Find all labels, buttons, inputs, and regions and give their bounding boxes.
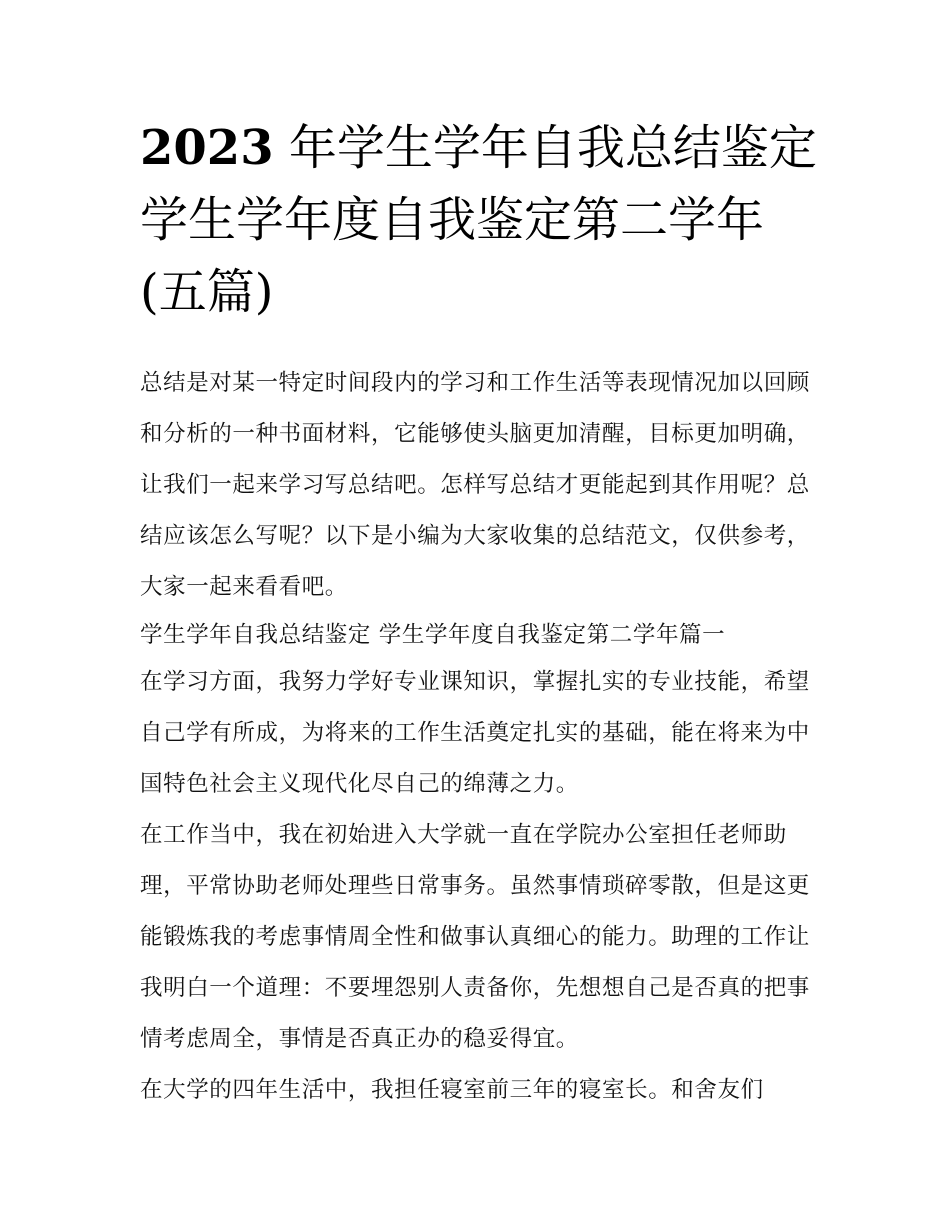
- section-heading: 学生学年自我总结鉴定 学生学年度自我鉴定第二学年篇一: [140, 622, 726, 648]
- document-title: [140, 112, 830, 328]
- title-text: 年学生学年自我总结鉴定学生学年度自我鉴定第二学年(五篇): [140, 120, 817, 320]
- document-body: [140, 358, 830, 1116]
- dorm-paragraph: 在大学的四年生活中，我担任寝室前三年的寝室长。和舍友们: [140, 1077, 764, 1103]
- title-year: 2023: [140, 120, 274, 176]
- study-paragraph: 在学习方面，我努力学好专业课知识，掌握扎实的专业技能，希望自己学有所成，为将来的工作生活奠定扎实的基础，能在将来为中国特色社会主义现代化尽自己的绵薄之力。: [140, 669, 810, 797]
- intro-paragraph: 总结是对某一特定时间段内的学习和工作生活等表现情况加以回顾和分析的一种书面材料，它能够使头脑更加清醒，目标更加明确，让我们一起来学习写总结吧。怎样写总结才更能起到其作用呢？总结应该怎么写呢？以下是小编为大家收集的总结范文，仅供参考，大家一起来看看吧。: [140, 370, 810, 600]
- work-paragraph: 在工作当中，我在初始进入大学就一直在学院办公室担任老师助理，平常协助老师处理些日常事务。虽然事情琐碎零散，但是这更能锻炼我的考虑事情周全性和做事认真细心的能力。助理的工作让我明白一个道理：不要埋怨别人责备你，先想想自己是否真的把事情考虑周全，事情是否真正办的稳妥得宜。: [140, 822, 810, 1052]
